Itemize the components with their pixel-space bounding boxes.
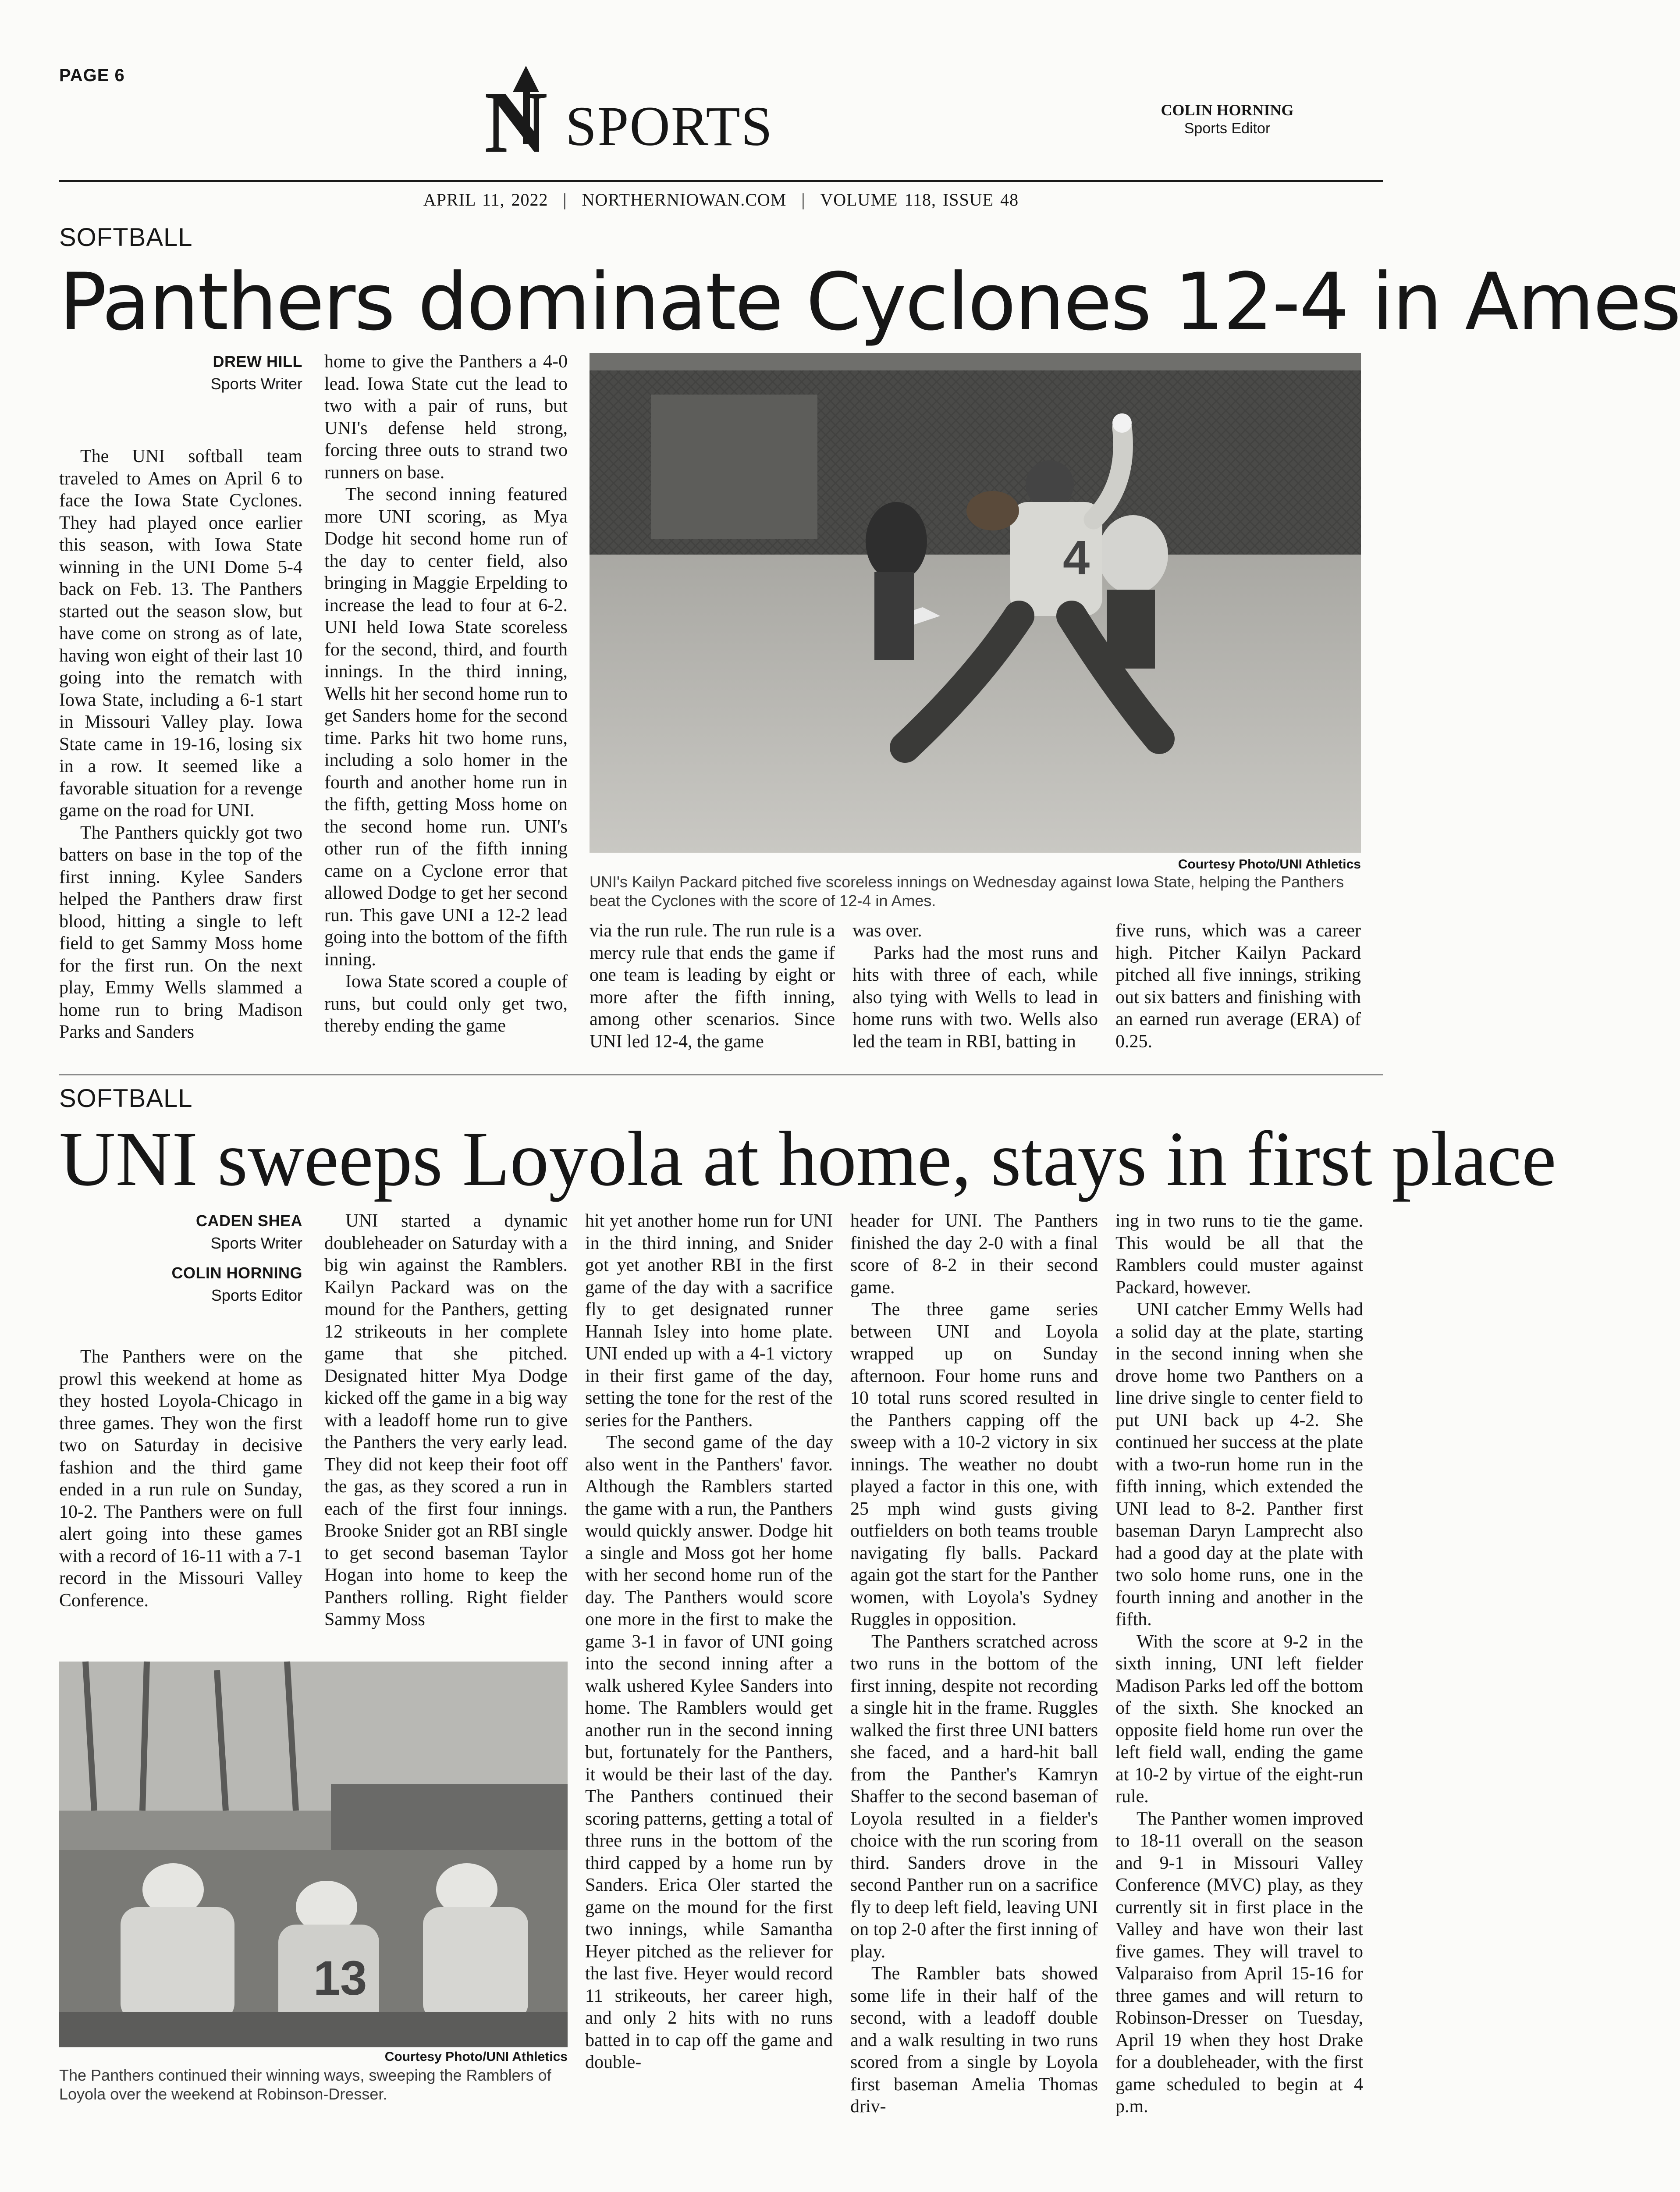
story1-column-4 [852,920,1098,1053]
paragraph: The Rambler bats showed some life in their half of the second, with a leadoff double and a walk resulting in two runs scored from a single by Loyola first baseman Amelia Thomas driv- [850,1964,1098,2117]
photo-credit: Courtesy Photo/UNI Athletics [1178,857,1361,872]
story2-column-5 [1115,1210,1363,2118]
masthead-rule [59,180,1383,182]
paragraph: The second game of the day also went in the Panthers' favor. Although the Ramblers started the game with a run, the Panthers would quickly answer. Dodge hit a single and Moss got her home with her second home run of the day. The Panthers would score one more in the first to make the game 3-1 in favor of UNI going into the second inning after a walk ushered Kylee Sanders into home. The Ramblers would get another run in the second inning but, fortunately for the Panthers, it would be their last of the day. The Panthers continued their scoring patterns, getting a total of three runs in the bottom of the third capped by a home run by Sanders. Erica Oler started the game on the mound for the first two innings, while Samantha Heyer pitched as the reliever for the last five. Heyer would record 11 strikeouts, her career high, and only 2 hits with no runs batted in to cap off the game and double- [585,1432,833,2072]
story2-headline: UNI sweeps Loyola at home, stays in first place [59,1115,1556,1202]
paragraph: Iowa State scored a couple of runs, but could only get two, thereby ending the game [324,971,568,1036]
section-editor [1140,101,1315,137]
photo-caption: UNI's Kailyn Packard pitched five scoreless innings on Wednesday against Iowa State, helping the Panthers beat the Cyclones with the score of 12-4 in Ames. [590,873,1344,910]
byline-title: Sports Writer [210,374,302,393]
paragraph: The three game series between UNI and Loyola wrapped up on Sunday afternoon. Four home runs and 10 total runs scored resulted in the Panthers capping off the sweep with a 10-2 victory in six innings. The weather no doubt played a factor in this one, with 25 mph wind gusts giving outfielders on both teams trouble navigating fly balls. Packard again got the start for the Panther women, with Loyola's Sydney Ruggles in opposition. [850,1299,1098,1630]
byline-name: CADEN SHEA [195,1212,302,1230]
story1-byline [59,351,302,395]
dateline-separator: | [563,190,567,210]
northern-iowan-logo [484,66,550,171]
story1-headline: Panthers dominate Cyclones 12-4 in Ames [59,256,1680,348]
pitcher-photo-image [590,353,1361,853]
team-huddle-photo-image [59,1662,568,2047]
paragraph: ing in two runs to tie the game. This would be all that the Ramblers could muster against Packard, however. [1115,1211,1363,1298]
editor-title: Sports Editor [1184,120,1271,137]
story1-column-1 [59,351,302,1043]
paragraph: UNI catcher Emmy Wells had a solid day at the plate, starting in the second inning when she drove home two Panthers on a line drive single to center field to put UNI back up 4-2. She continued her success at the plate with a two-run home run in the fifth inning, which extended the UNI lead to 8-2. Panther first baseman Daryn Lamprecht also had a good day at the plate with two solo home runs, one in the fourth inning and another in the fifth. [1115,1299,1363,1630]
story2-column-2 [324,1210,568,1631]
paragraph: home to give the Panthers a 4-0 lead. Iowa State cut the lead to two with a pair of runs, but UNI's defense held strong, forcing three outs to strand two runners on base. [324,352,568,483]
svg-text:N: N [484,74,548,171]
paragraph: five runs, which was a career high. Pitcher Kailyn Packard pitched all five innings, striking out six batters and finishing with an earned run average (ERA) of 0.25. [1115,921,1361,1052]
story2-column-4 [850,1210,1098,2118]
editor-name: COLIN HORNING [1161,101,1294,119]
svg-text:4: 4 [1063,531,1090,585]
paragraph: The second inning featured more UNI scoring, as Mya Dodge hit second home run of the day to center field, also bringing in Maggie Erpelding to increase the lead to four at 6-2. UNI held Iowa State scoreless for the second, third, and fourth innings. In the third inning, Wells hit her second home run to get Sanders home for the second time. Parks hit two home runs, including a solo homer in the fourth and another home run in the fifth, getting Moss home on the second home run. UNI's other run of the fifth inning came on a Cyclone error that allowed Dodge to get her second run. This gave UNI a 12-2 lead going into the bottom of the fifth inning. [324,484,568,970]
paragraph: Parks had the most runs and hits with three of each, while also tying with Wells to lead in home runs with two. Wells also led the team in RBI, batting in [852,943,1098,1052]
paragraph: was over. [852,921,922,941]
story1-column-2 [324,351,568,1037]
story2-column-3 [585,1210,833,2074]
story-divider [59,1074,1383,1075]
paragraph: header for UNI. The Panthers finished the day 2-0 with a final score of 8-2 in their second game. [850,1211,1098,1298]
page-number: PAGE 6 [59,66,125,85]
team-huddle-photo [59,1662,568,2047]
paragraph: The Panthers were on the prowl this weekend at home as they hosted Loyola-Chicago in three games. They won the first two on Saturday in decisive fashion and the third game ended in a run rule on Sunday, 10-2. The Panthers were on full alert going into these games with a record of 16-11 with a 7-1 record in the Missouri Valley Conference. [59,1347,302,1611]
paragraph: hit yet another home run for UNI in the third inning, and Snider got yet another RBI in the first game of the day with a sacrifice fly to get designated runner Hannah Isley into home plate. UNI ended up with a 4-1 victory in their first game of the day, setting the tone for the rest of the series for the Panthers. [585,1211,833,1430]
dateline-separator: | [801,190,806,210]
pitcher-photo [590,353,1361,853]
paragraph: The Panther women improved to 18-11 overall on the season and 9-1 in Missouri Valley Conference (MVC) play, as they currently sit in first place in the Valley and have won their last five games. They will travel to Valparaiso from April 15-16 for three games and will return to Robinson-Dresser on Tuesday, April 19 when they host Drake for a doubleheader, with the first game scheduled to begin at 4 p.m. [1115,1808,1363,2117]
website[interactable]: NORTHERNIOWAN.COM [582,190,787,210]
paragraph: UNI started a dynamic doubleheader on Saturday with a big win against the Ramblers. Kailyn Packard was on the mound for the Panthers, getting 12 strikeouts in her complete game that she pitched. Designated hitter Mya Dodge kicked off the game in a big way with a leadoff home run to give the Panthers the very early lead. They did not keep their foot off the gas, as they scored a run in each of the first four innings. Brooke Snider got an RBI single to get second baseman Taylor Hogan into home to keep the Panthers rolling. Right fielder Sammy Moss [324,1211,568,1630]
paragraph: The UNI softball team traveled to Ames on April 6 to face the Iowa State Cyclones. They had played once earlier this season, with Iowa State winning in the UNI Dome 5-4 back on Feb. 13. The Panthers started out the season slow, but have come on strong as of late, having won eight of their last 10 going into the rematch with Iowa State, including a 6-1 start in Missouri Valley play. Iowa State came in 19-16, losing six in a row. It seemed like a favorable situation for a revenge game on the road for UNI. [59,446,302,821]
paragraph: via the run rule. The run rule is a mercy rule that ends the game if one team is leading by eight or more after the fifth inning, among other scenarios. Since UNI led 12-4, the game [590,921,835,1052]
paragraph: With the score at 9-2 in the sixth inning, UNI left fielder Madison Parks led off the bottom of the sixth. She knocked an opposite field home run over the left field wall, ending the game at 10-2 by virtue of the eight-run rule. [1115,1631,1363,1807]
photo-credit: Courtesy Photo/UNI Athletics [384,2050,568,2064]
paragraph: The Panthers quickly got two batters on base in the top of the first inning. Kylee Sanders helped the Panthers draw first blood, hitting a single to left field to get Sammy Moss home for the first run. On the next play, Emmy Wells slammed a home run to bring Madison Parks and Sanders [59,822,302,1042]
byline-title: Sports Editor [211,1286,302,1304]
photo-caption: The Panthers continued their winning ways, sweeping the Ramblers of Loyola over the weekend at Robinson-Dresser. [59,2066,551,2103]
byline-name: DREW HILL [213,352,302,370]
paragraph: The Panthers scratched across two runs in the bottom of the first inning, despite not recording a single hit in the frame. Ruggles walked the first three UNI batters she faced, and a hard-hit ball from the Panther's Kamryn Shaffer to the second baseman of Loyola resulted in a fielder's choice with the run scoring from third. Sanders drove in the second Panther run on a sacrifice fly to deep left field, leaving UNI on top 2-0 after the first inning of play. [850,1631,1098,1962]
story1-column-5 [1115,920,1361,1053]
byline-name: COLIN HORNING [171,1264,302,1282]
dateline [59,189,1383,210]
logo-icon [484,66,550,171]
byline-title: Sports Writer [210,1234,302,1252]
section-title: SPORTS [565,95,773,157]
story2-kicker: SOFTBALL [59,1084,193,1113]
volume-issue: VOLUME 118, ISSUE 48 [820,190,1019,210]
story2-column-1 [59,1210,302,1612]
svg-text:13: 13 [313,1951,367,2005]
issue-date: APRIL 11, 2022 [423,190,548,210]
story1-column-3 [590,920,835,1053]
story1-kicker: SOFTBALL [59,223,193,252]
story2-byline [59,1210,302,1306]
